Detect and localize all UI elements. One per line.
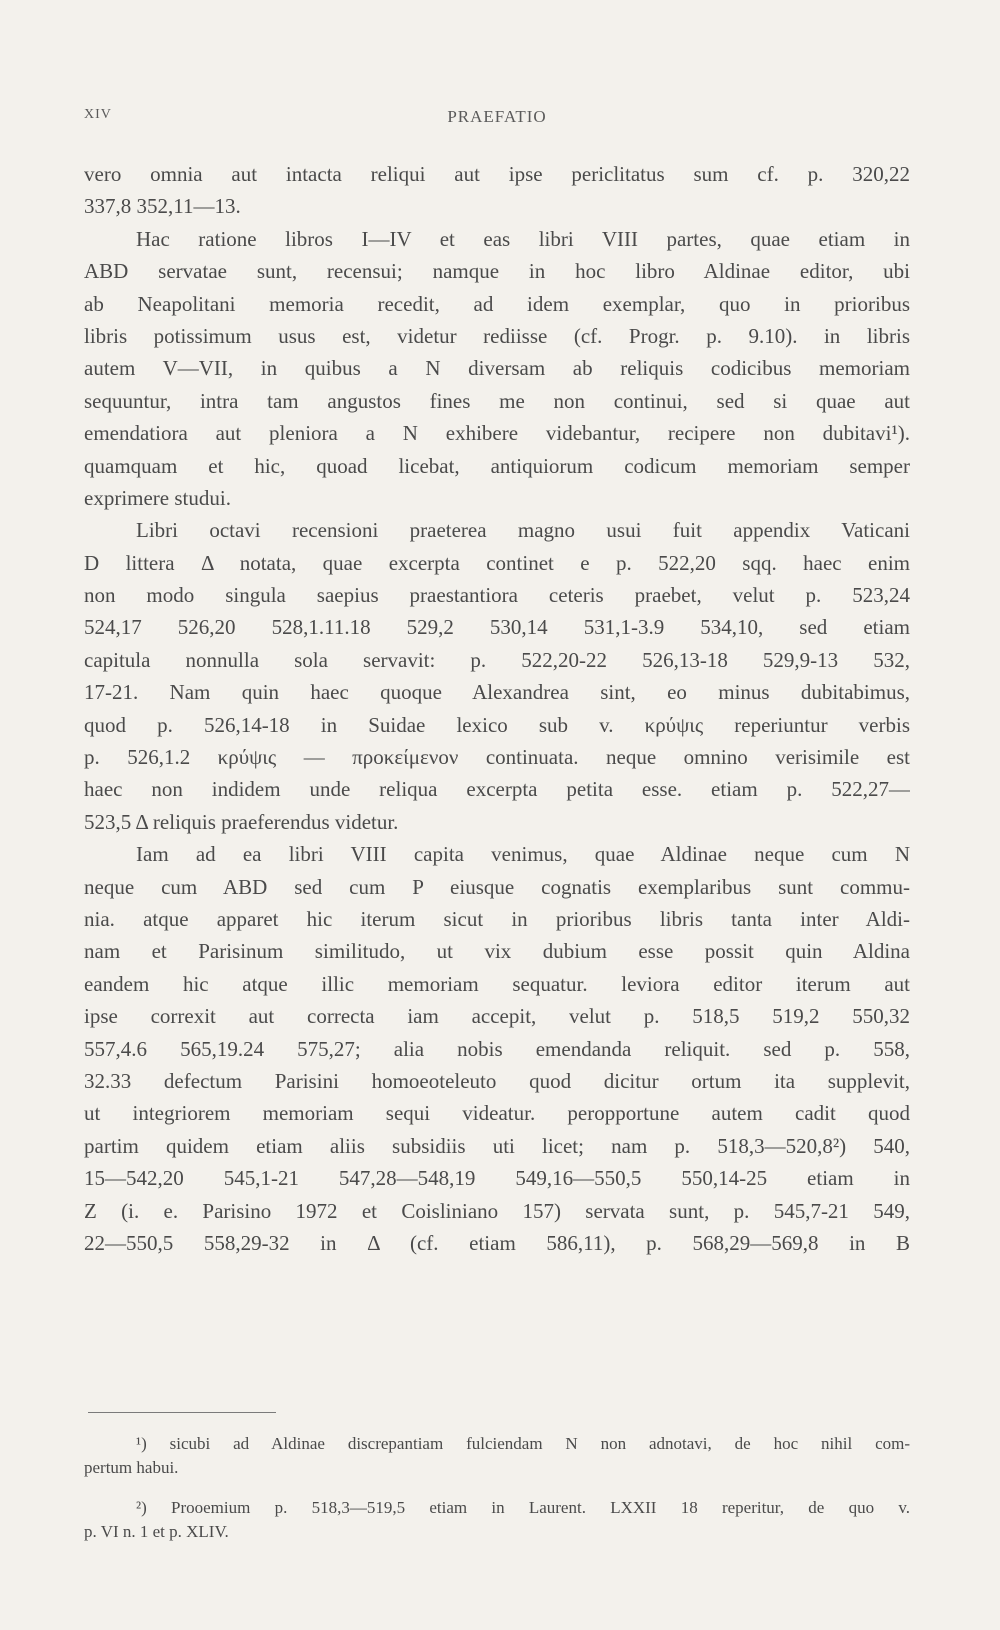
- text-line: quamquam et hic, quoad licebat, antiquiorum codicum memoriam semper: [84, 453, 910, 478]
- text-line: neque cum ABD sed cum P eiusque cognatis exemplaribus sunt commu-: [84, 874, 910, 899]
- text-line: Z (i. e. Parisino 1972 et Coisliniano 157) servata sunt, p. 545,7-21 549,: [84, 1198, 910, 1223]
- text-line: capitula nonnulla sola servavit: p. 522,20-22 526,13-18 529,9-13 532,: [84, 647, 910, 672]
- page-number: XIV: [84, 107, 112, 122]
- text-line: ut integriorem memoriam sequi videatur. peropportune autem cadit quod: [84, 1101, 910, 1126]
- text-line: libris potissimum usus est, videtur rediisse (cf. Progr. p. 9.10). in libris: [84, 323, 910, 348]
- text-line: 17-21. Nam quin haec quoque Alexandrea sint, eo minus dubitabimus,: [84, 680, 910, 705]
- text-line: vero omnia aut intacta reliqui aut ipse periclitatus sum cf. p. 320,22: [84, 162, 910, 186]
- text-line: 337,8 352,11—13.: [84, 194, 241, 219]
- text-line: nam et Parisinum similitudo, ut vix dubium esse possit quin Aldina: [84, 939, 910, 964]
- text-line: haec non indidem unde reliqua excerpta petita esse. etiam p. 522,27—: [84, 777, 910, 802]
- body-text: [84, 158, 910, 1259]
- text-line: sequuntur, intra tam angustos fines me non continui, sed si quae aut: [84, 388, 910, 413]
- footnote-line: p. VI n. 1 et p. XLIV.: [84, 1522, 229, 1541]
- text-line: D littera Δ notata, quae excerpta continet e p. 522,20 sqq. haec enim: [84, 550, 910, 575]
- text-line: Libri octavi recensioni praeterea magno usui fuit appendix Vaticani: [136, 518, 910, 543]
- text-line: ABD servatae sunt, recensui; namque in hoc libro Aldinae editor, ubi: [84, 259, 910, 284]
- text-line: quod p. 526,14-18 in Suidae lexico sub v. κρύψις reperiuntur verbis: [84, 712, 910, 737]
- footnote-divider: [88, 1412, 276, 1413]
- text-line: 22—550,5 558,29-32 in Δ (cf. etiam 586,11), p. 568,29—569,8 in B: [84, 1230, 910, 1255]
- text-line: 557,4.6 565,19.24 575,27; alia nobis emendanda reliquit. sed p. 558,: [84, 1036, 910, 1061]
- text-line: eandem hic atque illic memoriam sequatur. leviora editor iterum aut: [84, 971, 910, 996]
- text-line: 15—542,20 545,1-21 547,28—548,19 549,16—550,5 550,14-25 etiam in: [84, 1166, 910, 1191]
- footnote-line: ¹) sicubi ad Aldinae discrepantiam fulciendam N non adnotavi, de hoc nihil com-: [136, 1434, 910, 1453]
- running-head: [84, 107, 910, 137]
- running-title: PRAEFATIO: [447, 107, 547, 126]
- text-line: partim quidem etiam aliis subsidiis uti licet; nam p. 518,3—520,8²) 540,: [84, 1133, 910, 1158]
- text-line: p. 526,1.2 κρύψις — προκείμενον continuata. neque omnino verisimile est: [84, 745, 910, 770]
- text-line: 524,17 526,20 528,1.11.18 529,2 530,14 531,1-3.9 534,10, sed etiam: [84, 615, 910, 640]
- text-line: 32.33 defectum Parisini homoeoteleuto quod dicitur ortum ita supplevit,: [84, 1068, 910, 1093]
- text-line: non modo singula saepius praestantiora ceteris praebet, velut p. 523,24: [84, 583, 910, 608]
- text-line: Hac ratione libros I—IV et eas libri VIII partes, quae etiam in: [136, 226, 910, 251]
- text-line: autem V—VII, in quibus a N diversam ab reliquis codicibus memoriam: [84, 356, 910, 381]
- text-line: emendatiora aut pleniora a N exhibere videbantur, recipere non dubitavi¹).: [84, 421, 910, 446]
- text-line: Iam ad ea libri VIII capita venimus, quae Aldinae neque cum N: [136, 842, 910, 867]
- text-line: ipse correxit aut correcta iam accepit, velut p. 518,5 519,2 550,32: [84, 1004, 910, 1029]
- footnote-line: ²) Prooemium p. 518,3—519,5 etiam in Laurent. LXXII 18 reperitur, de quo v.: [136, 1498, 910, 1517]
- text-line: 523,5 Δ reliquis praeferendus videtur.: [84, 809, 399, 834]
- text-line: nia. atque apparet hic iterum sicut in prioribus libris tanta inter Aldi-: [84, 906, 910, 931]
- text-line: exprimere studui.: [84, 485, 231, 510]
- footnotes: [84, 1432, 910, 1560]
- footnote-line: pertum habui.: [84, 1458, 179, 1477]
- text-line: ab Neapolitani memoria recedit, ad idem exemplar, quo in prioribus: [84, 291, 910, 316]
